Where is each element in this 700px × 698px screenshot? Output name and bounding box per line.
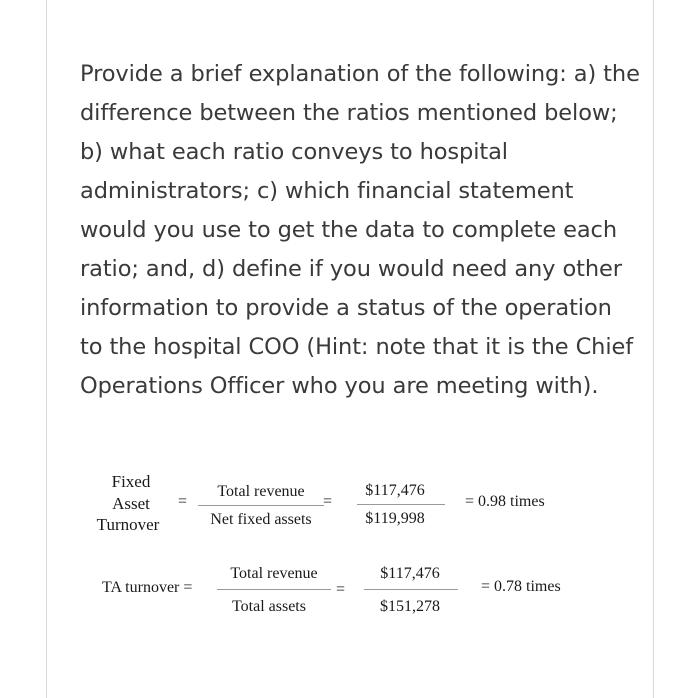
ratio1-denominator: Net fixed assets [210, 511, 312, 528]
ratio1-equals-2: = [323, 493, 333, 510]
ratio2-numerator-value: $117,476 [380, 565, 440, 582]
ratio1-denominator-value: $119,998 [365, 510, 425, 527]
ratio1-label-line2: Asset [112, 494, 150, 513]
ratio2-value-fraction-bar [364, 589, 458, 590]
ratio1-fraction-bar [198, 505, 324, 506]
ratio1-numerator: Total revenue [217, 483, 305, 500]
ratio2-numerator: Total revenue [230, 565, 318, 582]
ratio2-denominator: Total assets [232, 598, 306, 615]
ratio2-fraction-bar [217, 589, 331, 590]
ratio2-denominator-value: $151,278 [380, 598, 440, 615]
ratio1-equals-1: = [178, 493, 188, 510]
ratio1-label-line1: Fixed [111, 472, 151, 491]
ratio1-result: = 0.98 times [465, 493, 545, 510]
ratio2-label: TA turnover = [102, 579, 193, 596]
ratio2-result: = 0.78 times [481, 578, 561, 595]
ratio1-label-line3: Turnover [96, 515, 160, 534]
ratio1-value-fraction-bar [357, 504, 445, 505]
ratio1-numerator-value: $117,476 [365, 482, 425, 499]
ratio2-equals: = [336, 581, 346, 598]
question-prompt: Provide a brief explanation of the following: a) the difference between the ratios mentioned below; b) what each ratio conveys to hospital administrators; c) which financial statement would you use to get the data to complete each ratio; and, d) define if you would need any other information to provide a status of the operation to the hospital COO (Hint: note that it is the Chief Operations Officer who you are meeting with). [80, 61, 640, 399]
